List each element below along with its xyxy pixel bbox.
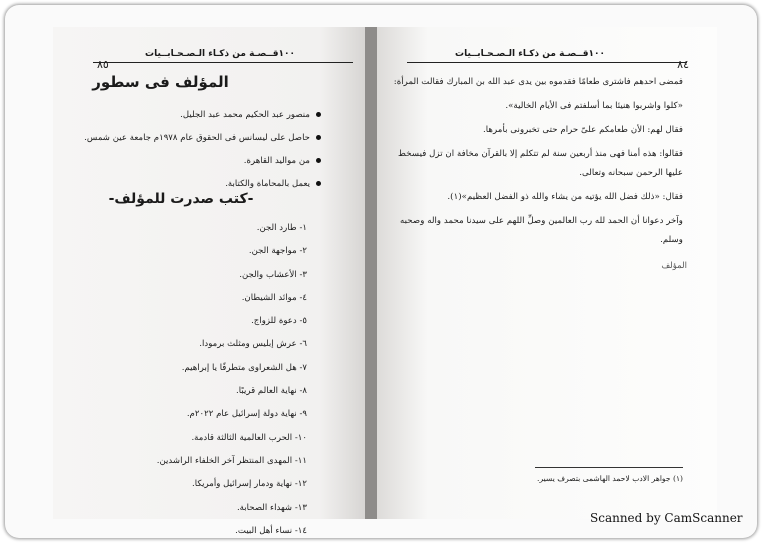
bullet-item: من مواليد القاهرة.: [91, 150, 321, 173]
book-item: ٩- نهاية دولة إسرائيل عام ٢٠٢٢م.: [186, 409, 307, 420]
story-paragraph: «كلوا واشربوا هنيئا بما أسلفتم فى الأيام الخالية».: [505, 101, 683, 111]
camscanner-watermark: Scanned by CamScanner: [590, 511, 743, 525]
left-page-number: ٨٥: [97, 58, 109, 71]
book-item: ١٣- شهداء الصحابة.: [236, 502, 307, 513]
book-item: ٢- مواجهة الجن.: [248, 246, 307, 257]
book-item: ١١- المهدى المنتظر آخر الخلفاء الراشدين.: [156, 455, 307, 466]
scan-frame: [5, 5, 757, 538]
author-bullets: [84, 104, 321, 196]
bullet-item: منصور عبد الحكيم محمد عبد الجليل.: [91, 104, 321, 127]
book-item: ١٤- نساء أهل البيت.: [235, 525, 307, 536]
book-item: ٧- هل الشعراوى متطرفًا يا إبراهيم.: [181, 362, 307, 373]
book-item: ١٢- نهاية ودمار إسرائيل وأمريكا.: [192, 479, 307, 490]
book-item: ١٠- الحرب العالمية الثالثة قادمة.: [191, 432, 307, 443]
author-signature: المؤلف: [661, 261, 687, 271]
book-item: ٣- الأعشاب والجن.: [239, 269, 307, 280]
book-item: ١- طارد الجن.: [256, 223, 307, 233]
bullet-icon: [316, 158, 321, 163]
author-section-title: المؤلف فى سطور: [92, 73, 229, 91]
story-paragraph: فقالوا: هذه أمنا فهى منذ أربعين سنة لم تتكلم إلا بالقرآن مخافة ان تزل فيسخط عليها الرحمن سبحانه وتعالى.: [397, 149, 683, 178]
story-text: [387, 73, 683, 255]
books-section-title: -كتب صدرت للمؤلف-: [108, 191, 254, 207]
bullet-icon: [316, 135, 321, 140]
left-header-rule: [93, 62, 353, 63]
bullet-icon: [316, 181, 321, 186]
story-paragraph: فقال: «ذلك فضل الله يؤتيه من يشاء والله ذو الفضل العظيم»(١).: [447, 192, 683, 202]
right-header-title: ١٠٠قــصـة من ذكـاء الـصـحـابــيات: [455, 49, 605, 59]
story-paragraph: فقال لهم: الأن طعامكم علىّ حرام حتى تخبرونى بأمرها.: [483, 125, 683, 135]
book-item: ٦- عرش إبليس ومثلث برمودا.: [199, 339, 307, 350]
footnote: (١) جواهر الادب لاحمد الهاشمى بتصرف يسير.: [537, 474, 683, 483]
book-item: ٨- نهاية العالم قريبًا.: [236, 386, 307, 397]
books-list: [87, 217, 307, 543]
right-header-rule: [407, 62, 687, 63]
left-header-title: ١٠٠قــصـة من ذكـاء الـصـحـابــيات: [145, 49, 295, 59]
bullet-icon: [316, 112, 321, 117]
right-page-number: ٨٤: [677, 58, 689, 71]
bullet-item: حاصل على ليسانس فى الحقوق عام ١٩٧٨م جامعة عين شمس.: [91, 127, 321, 150]
left-page: [53, 27, 367, 536]
book-item: ٤- موائد الشيطان.: [241, 292, 307, 303]
story-paragraph: وآخر دعوانا أن الحمد لله رب العالمين وصلِّ اللهم على سيدنا محمد واله وصحبه وسلم.: [399, 216, 683, 245]
right-page: [377, 27, 717, 519]
bullet-item: يعمل بالمحاماة والكتابة.: [91, 173, 321, 196]
book-item: ٥- دعوة للزواج.: [251, 316, 307, 327]
story-paragraph: فمضى احدهم فاشترى طعامًا فقدموه بين يدى عبد الله بن المبارك فقالت المرأة:: [393, 77, 683, 87]
footnote-rule: [535, 467, 683, 468]
